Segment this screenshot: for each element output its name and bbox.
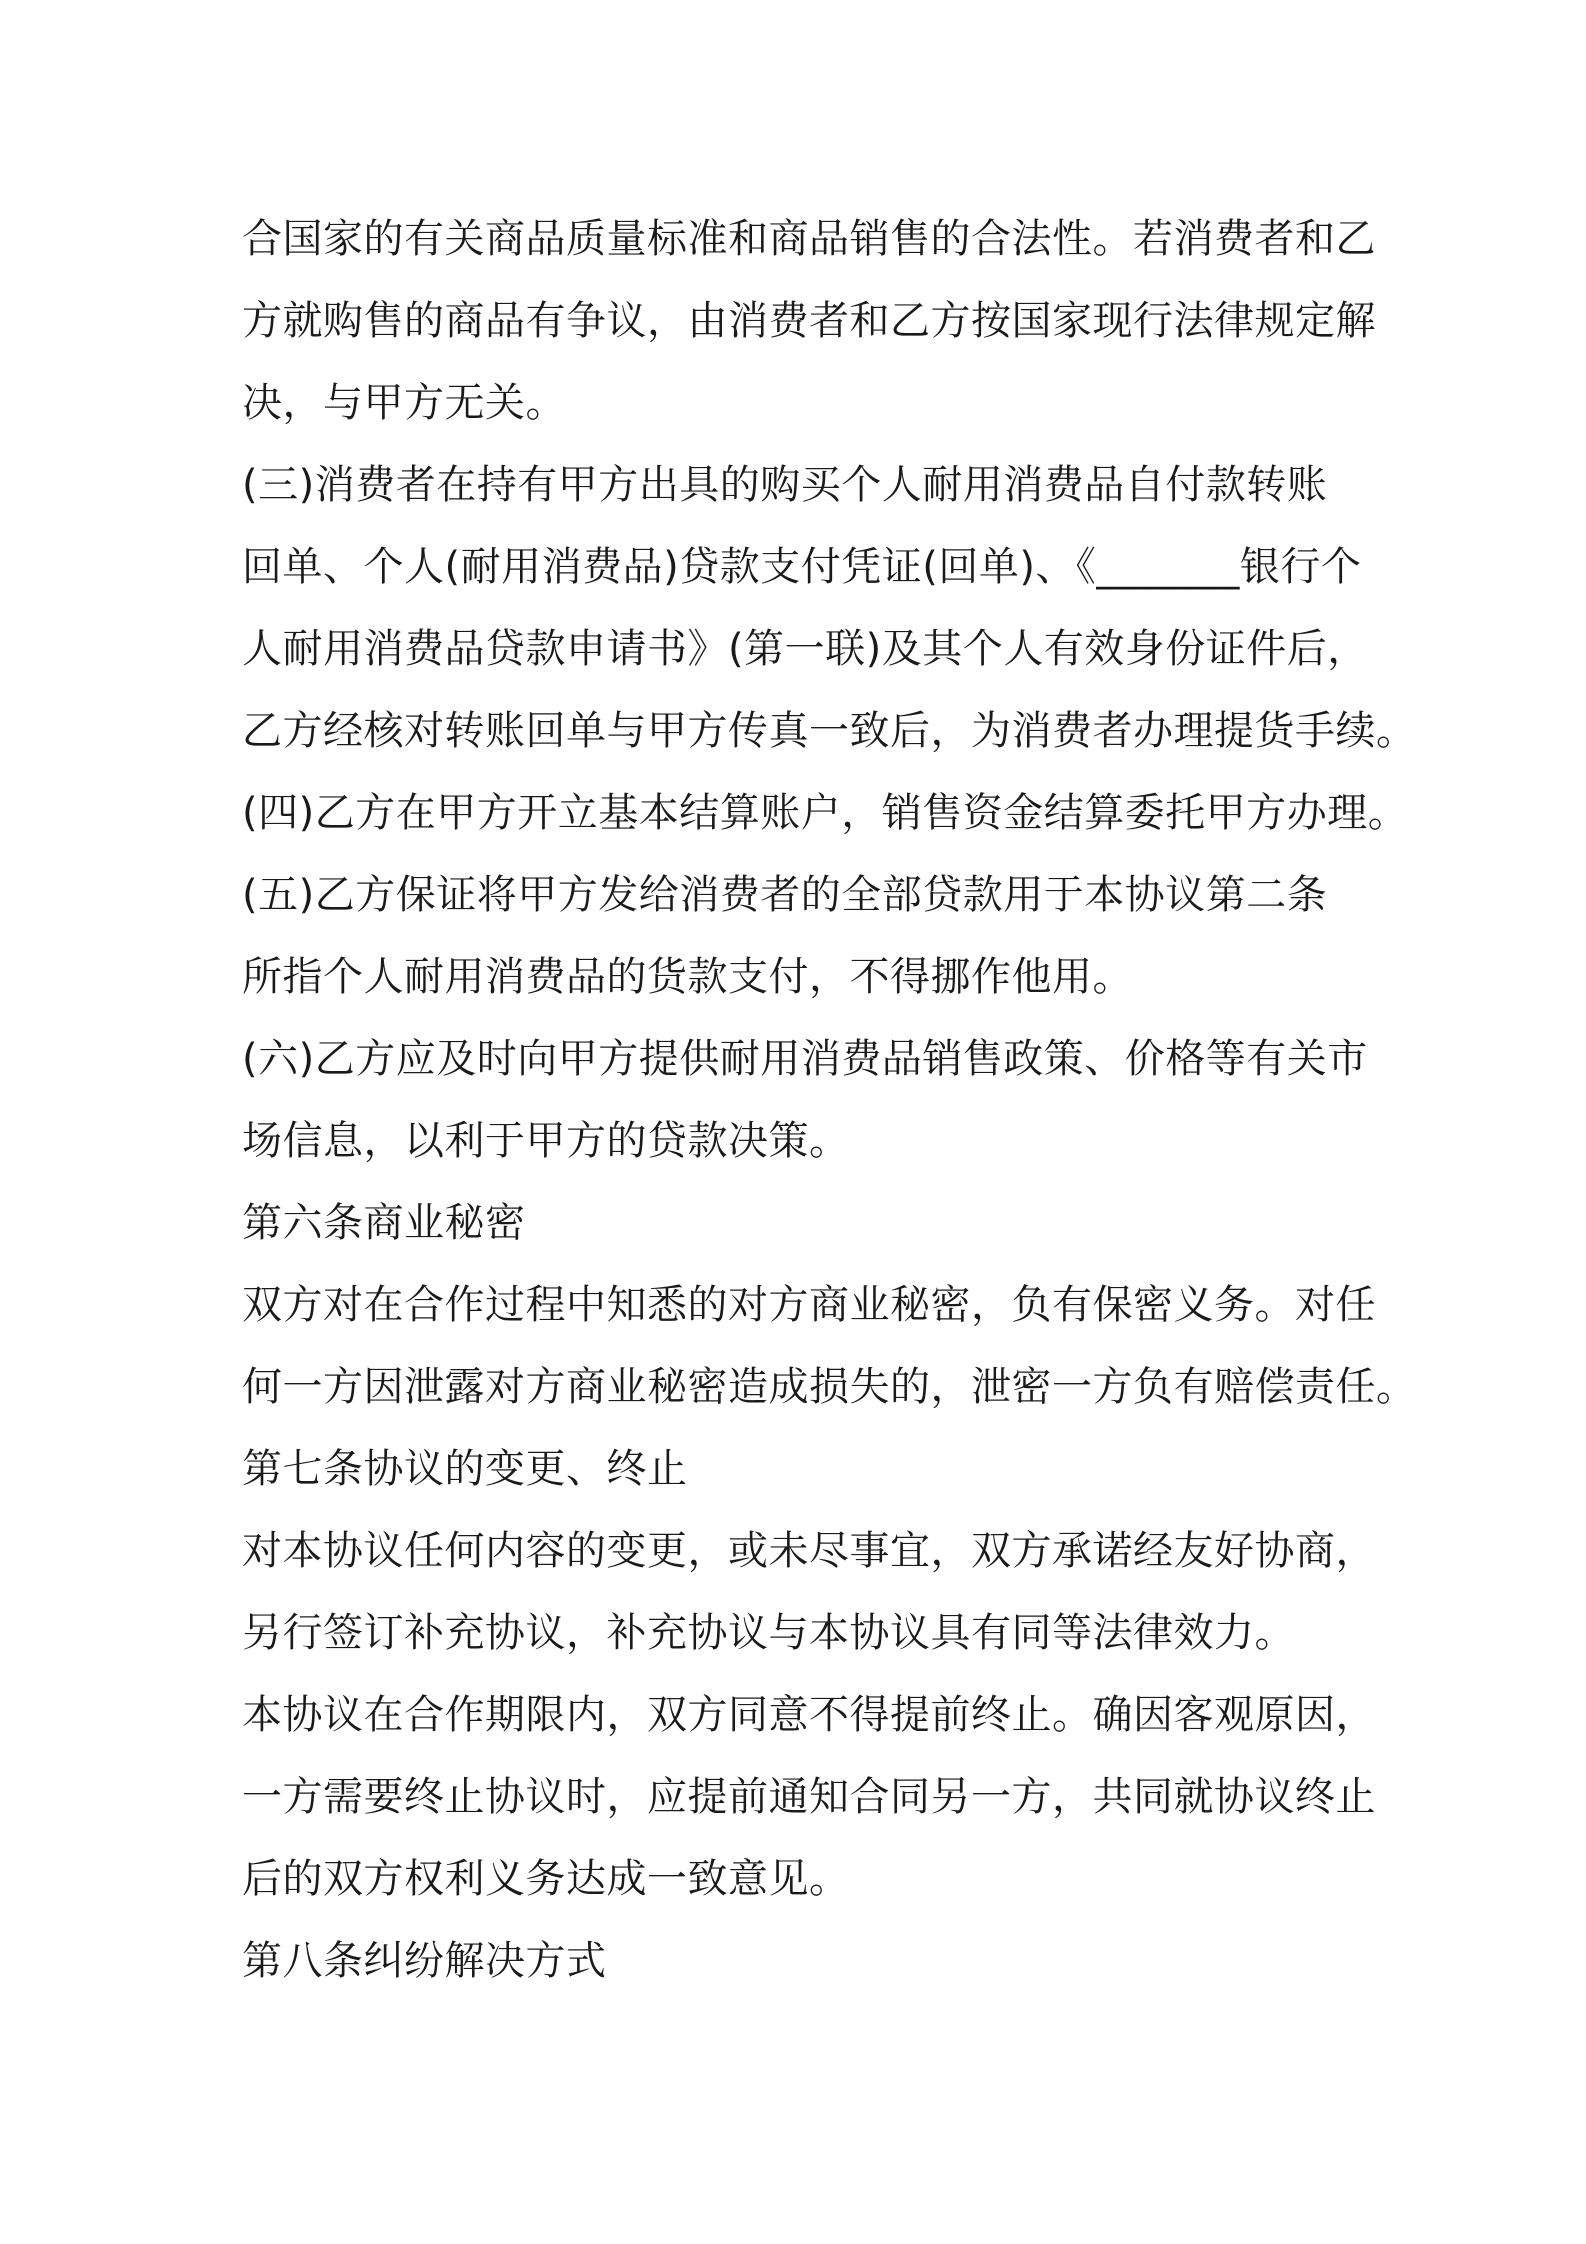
text-line: 回单、个人(耐用消费品)贷款支付凭证(回单)、《_______银行个 [242,544,1362,590]
text-line: (三)消费者在持有甲方出具的购买个人耐用消费品自付款转账 [242,462,1328,508]
text-line: (六)乙方应及时向甲方提供耐用消费品销售政策、价格等有关市 [242,1036,1368,1082]
text-line: 另行签订补充协议，补充协议与本协议具有同等法律效力。 [242,1610,1295,1656]
text-line: 乙方经核对转账回单与甲方传真一致后，为消费者办理提货手续。 [242,708,1417,754]
text-line: 何一方因泄露对方商业秘密造成损失的，泄密一方负有赔偿责任。 [242,1364,1417,1410]
text-line: 合国家的有关商品质量标准和商品销售的合法性。若消费者和乙 [242,216,1376,262]
text-line: 所指个人耐用消费品的货款支付，不得挪作他用。 [242,954,1133,1000]
section-heading: 第八条纠纷解决方式 [242,1938,607,1984]
text-line: 双方对在合作过程中知悉的对方商业秘密，负有保密义务。对任 [242,1282,1376,1328]
text-line: 人耐用消费品贷款申请书》(第一联)及其个人有效身份证件后， [242,626,1368,672]
text-line: 对本协议任何内容的变更，或未尽事宜，双方承诺经友好协商， [242,1528,1376,1574]
text-line: (四)乙方在甲方开立基本结算账户，销售资金结算委托甲方办理。 [242,790,1409,836]
text-line: 本协议在合作期限内，双方同意不得提前终止。确因客观原因， [242,1692,1376,1738]
text-line: (五)乙方保证将甲方发给消费者的全部贷款用于本协议第二条 [242,872,1328,918]
text-line: 方就购售的商品有争议，由消费者和乙方按国家现行法律规定解 [242,298,1376,344]
text-line: 一方需要终止协议时，应提前通知合同另一方，共同就协议终止 [242,1774,1376,1820]
document-body [242,198,1417,2002]
text-line: 决，与甲方无关。 [242,380,566,426]
section-heading: 第六条商业秘密 [242,1200,526,1246]
section-heading: 第七条协议的变更、终止 [242,1446,688,1492]
text-line: 场信息，以利于甲方的贷款决策。 [242,1118,850,1164]
text-line: 后的双方权利义务达成一致意见。 [242,1856,850,1902]
